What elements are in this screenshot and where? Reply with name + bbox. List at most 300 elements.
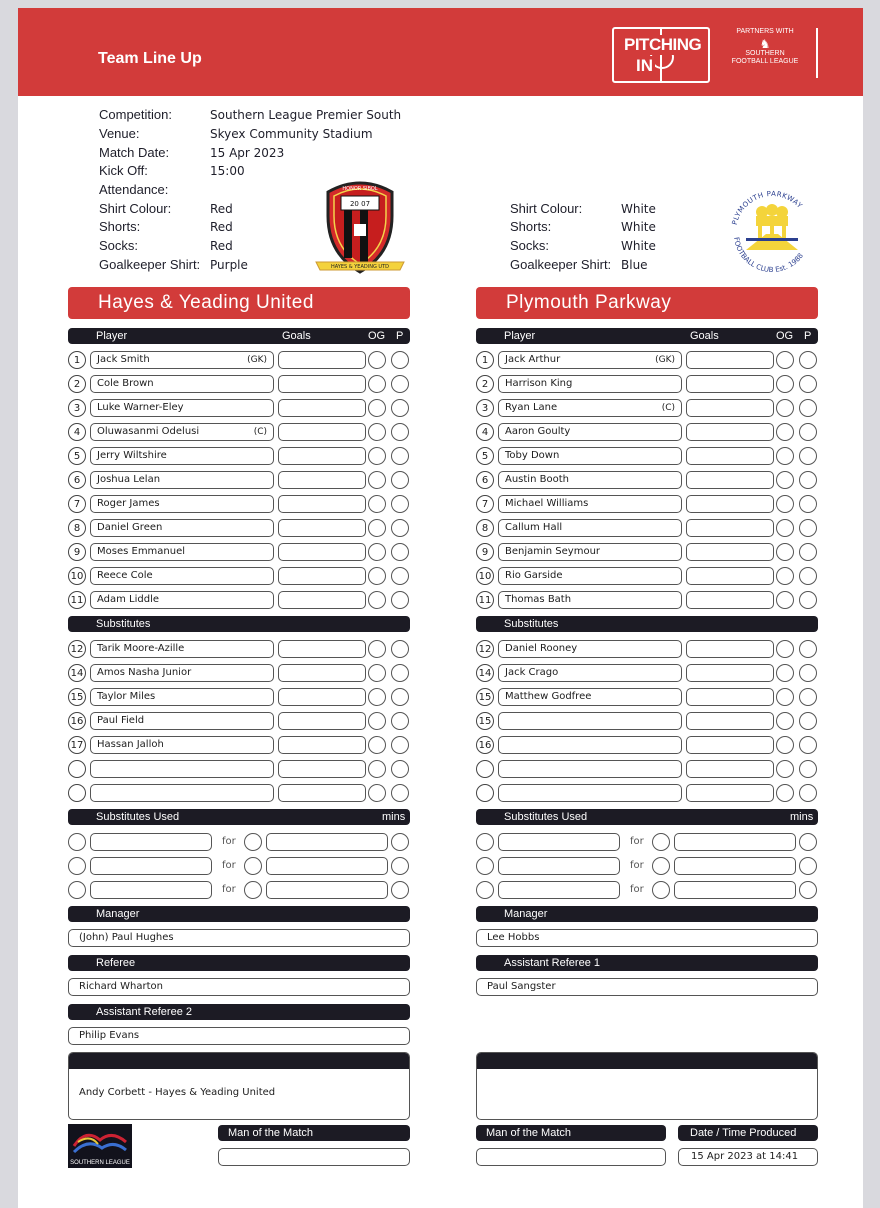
goals-field[interactable] <box>686 591 774 609</box>
home-subs-list <box>68 640 410 808</box>
date-label: Match Date: <box>99 145 170 160</box>
player-name-field[interactable] <box>90 664 274 682</box>
shirt-number: 15 <box>476 688 494 706</box>
for-label: for <box>630 884 644 895</box>
away-subs-used-list <box>476 833 818 905</box>
home-motm-field[interactable] <box>218 1148 410 1166</box>
venue-label: Venue: <box>99 126 140 141</box>
player-name-field[interactable] <box>498 640 682 658</box>
player-name-field[interactable] <box>498 519 682 537</box>
penalty-checkbox[interactable] <box>391 591 409 609</box>
player-name-field[interactable] <box>90 736 274 754</box>
penalty-checkbox[interactable] <box>391 543 409 561</box>
referee-label: Referee <box>96 957 136 969</box>
partners-logo <box>724 28 806 66</box>
sub-on-number[interactable] <box>244 857 262 875</box>
goals-field[interactable] <box>278 688 366 706</box>
assistant-referee-2-header <box>68 1004 410 1020</box>
sub-on-number[interactable] <box>652 857 670 875</box>
own-goal-checkbox[interactable] <box>776 543 794 561</box>
own-goal-checkbox[interactable] <box>776 688 794 706</box>
shirt-number: 1 <box>68 351 86 369</box>
own-goal-checkbox[interactable] <box>368 423 386 441</box>
player-name-field[interactable] <box>90 712 274 730</box>
player-name-field[interactable] <box>90 640 274 658</box>
partners-org-line2: FOOTBALL LEAGUE <box>731 58 799 65</box>
player-name-field[interactable] <box>90 375 274 393</box>
player-name: Jerry Wiltshire <box>97 450 167 461</box>
sub-on-name-field[interactable] <box>674 881 796 899</box>
away-shorts-label: Shorts: <box>510 219 552 234</box>
sub-off-name-field[interactable] <box>90 881 212 899</box>
goals-field[interactable] <box>278 519 366 537</box>
assistant-referee-2-field[interactable]: Philip Evans <box>68 1027 410 1045</box>
own-goal-checkbox[interactable] <box>368 351 386 369</box>
player-col-label: Player <box>96 330 128 342</box>
subs-label: Substitutes <box>504 618 559 630</box>
produced-header <box>678 1125 818 1141</box>
penalty-checkbox[interactable] <box>799 375 817 393</box>
penalty-checkbox[interactable] <box>391 447 409 465</box>
penalty-checkbox[interactable] <box>391 784 409 802</box>
away-manager-label: Manager <box>504 908 548 920</box>
goals-field[interactable] <box>278 567 366 585</box>
home-motm-label: Man of the Match <box>228 1127 313 1139</box>
referee-header <box>68 955 410 971</box>
penalty-checkbox[interactable] <box>391 399 409 417</box>
goals-field[interactable] <box>686 688 774 706</box>
shirt-number: 6 <box>68 471 86 489</box>
southern-league-text: SOUTHERN LEAGUE <box>70 1160 130 1166</box>
penalty-checkbox[interactable] <box>799 688 817 706</box>
home-player-header <box>68 328 410 344</box>
player-name: Tarik Moore-Azille <box>97 643 185 654</box>
sub-off-name-field[interactable] <box>90 857 212 875</box>
competition-label: Competition: <box>99 107 172 122</box>
own-goal-checkbox[interactable] <box>776 399 794 417</box>
sub-on-name-field[interactable] <box>266 881 388 899</box>
player-name: Aaron Goulty <box>505 426 571 437</box>
sub-minute[interactable] <box>391 833 409 851</box>
shirt-number: 8 <box>68 519 86 537</box>
own-goal-checkbox[interactable] <box>368 399 386 417</box>
sub-minute[interactable] <box>799 857 817 875</box>
assistant-referee-1-field[interactable]: Paul Sangster <box>476 978 818 996</box>
away-subs-list <box>476 640 818 808</box>
shirt-number: 4 <box>476 423 494 441</box>
own-goal-checkbox[interactable] <box>776 664 794 682</box>
penalty-checkbox[interactable] <box>799 591 817 609</box>
player-name: Moses Emmanuel <box>97 546 186 557</box>
own-goal-checkbox[interactable] <box>776 712 794 730</box>
sub-on-name-field[interactable] <box>266 833 388 851</box>
penalty-checkbox[interactable] <box>799 567 817 585</box>
player-name: Daniel Rooney <box>505 643 578 654</box>
player-name: Jack Smith <box>97 354 150 365</box>
goals-field[interactable] <box>278 447 366 465</box>
sub-off-name-field[interactable] <box>498 881 620 899</box>
player-name-field[interactable] <box>498 471 682 489</box>
player-name: Reece Cole <box>97 570 153 581</box>
own-goal-checkbox[interactable] <box>368 567 386 585</box>
penalty-checkbox[interactable] <box>799 471 817 489</box>
goals-field[interactable] <box>278 591 366 609</box>
home-socks-label: Socks: <box>99 238 139 253</box>
shirt-number: 11 <box>476 591 494 609</box>
goals-field[interactable] <box>278 664 366 682</box>
own-goal-checkbox[interactable] <box>368 640 386 658</box>
own-goal-checkbox[interactable] <box>368 591 386 609</box>
goals-field[interactable] <box>686 423 774 441</box>
penalty-checkbox[interactable] <box>799 447 817 465</box>
away-kit-info <box>510 201 710 281</box>
player-name-field[interactable] <box>498 784 682 802</box>
away-subs-header <box>476 616 818 632</box>
goals-field[interactable] <box>686 712 774 730</box>
sub-on-name-field[interactable] <box>674 833 796 851</box>
logo-line1: PITCHING <box>624 35 702 54</box>
player-name-field[interactable] <box>90 543 274 561</box>
sub-on-name-field[interactable] <box>674 857 796 875</box>
shirt-number: 15 <box>476 712 494 730</box>
home-notes-box[interactable] <box>68 1052 410 1120</box>
player-name: Thomas Bath <box>505 594 572 605</box>
own-goal-checkbox[interactable] <box>368 519 386 537</box>
player-name: Amos Nasha Junior <box>97 667 192 678</box>
goals-field[interactable] <box>686 471 774 489</box>
player-name: Luke Warner-Eley <box>97 402 184 413</box>
sub-minute[interactable] <box>391 857 409 875</box>
home-crest-ribbon: HAYES & YEADING UTD <box>331 264 389 270</box>
home-socks-value: Red <box>210 239 233 253</box>
penalty-checkbox[interactable] <box>799 640 817 658</box>
player-name-field[interactable] <box>498 375 682 393</box>
penalty-checkbox[interactable] <box>799 495 817 513</box>
penalty-checkbox[interactable] <box>799 784 817 802</box>
goals-field[interactable] <box>278 736 366 754</box>
penalty-checkbox[interactable] <box>391 736 409 754</box>
goals-field[interactable] <box>278 784 366 802</box>
away-subs-used-header <box>476 809 818 825</box>
player-name: Callum Hall <box>505 522 563 533</box>
goals-field[interactable] <box>686 640 774 658</box>
sub-off-number[interactable] <box>476 857 494 875</box>
away-gk-value: Blue <box>621 258 648 272</box>
goals-field[interactable] <box>278 495 366 513</box>
own-goal-checkbox[interactable] <box>776 351 794 369</box>
for-label: for <box>222 836 236 847</box>
away-motm-label: Man of the Match <box>486 1127 571 1139</box>
penalty-checkbox[interactable] <box>391 567 409 585</box>
sub-off-number[interactable] <box>476 833 494 851</box>
sub-minute[interactable] <box>799 881 817 899</box>
goals-field[interactable] <box>686 760 774 778</box>
own-goal-checkbox[interactable] <box>368 543 386 561</box>
shirt-number: 16 <box>68 712 86 730</box>
player-name-field[interactable] <box>498 760 682 778</box>
shirt-number: 1 <box>476 351 494 369</box>
player-col-label: Player <box>504 330 536 342</box>
away-motm-field[interactable] <box>476 1148 666 1166</box>
penalty-checkbox[interactable] <box>391 640 409 658</box>
player-name-field[interactable] <box>498 591 682 609</box>
penalty-checkbox[interactable] <box>391 471 409 489</box>
sub-off-name-field[interactable] <box>498 833 620 851</box>
player-name-field[interactable] <box>498 423 682 441</box>
player-name-field[interactable] <box>90 423 274 441</box>
penalty-checkbox[interactable] <box>391 519 409 537</box>
home-shorts-label: Shorts: <box>99 219 141 234</box>
penalty-checkbox[interactable] <box>391 712 409 730</box>
mins-label: mins <box>382 811 406 823</box>
goals-field[interactable] <box>686 664 774 682</box>
own-goal-checkbox[interactable] <box>368 375 386 393</box>
for-label: for <box>222 884 236 895</box>
player-name: Ryan Lane <box>505 402 558 413</box>
home-crest-motto: HONOR SIBOL <box>342 186 378 192</box>
penalty-checkbox[interactable] <box>799 712 817 730</box>
assistant-referee-1-label: Assistant Referee 1 <box>504 957 600 969</box>
player-name-field[interactable] <box>498 351 682 369</box>
header-bar <box>18 8 863 96</box>
home-gk-value: Purple <box>210 258 248 272</box>
penalty-checkbox[interactable] <box>391 375 409 393</box>
sub-off-number[interactable] <box>68 833 86 851</box>
og-col-label: OG <box>368 330 386 342</box>
goals-field[interactable] <box>686 447 774 465</box>
penalty-checkbox[interactable] <box>799 736 817 754</box>
shirt-number: 7 <box>476 495 494 513</box>
penalty-checkbox[interactable] <box>799 760 817 778</box>
home-team-banner: Hayes & Yeading United <box>68 287 410 319</box>
goals-field[interactable] <box>686 567 774 585</box>
player-name-field[interactable] <box>90 351 274 369</box>
penalty-checkbox[interactable] <box>391 688 409 706</box>
goals-field[interactable] <box>686 784 774 802</box>
referee-field[interactable]: Richard Wharton <box>68 978 410 996</box>
player-name: Jack Arthur <box>505 354 561 365</box>
player-name-field[interactable] <box>498 495 682 513</box>
penalty-checkbox[interactable] <box>799 399 817 417</box>
sub-on-number[interactable] <box>244 833 262 851</box>
goals-field[interactable] <box>278 471 366 489</box>
player-name-field[interactable] <box>90 567 274 585</box>
player-name: Oluwasanmi Odelusi <box>97 426 200 437</box>
subs-used-label: Substitutes Used <box>504 811 588 823</box>
shirt-number <box>476 760 494 778</box>
goals-field[interactable] <box>278 423 366 441</box>
home-manager-field[interactable]: (John) Paul Hughes <box>68 929 410 947</box>
player-name-field[interactable] <box>90 495 274 513</box>
goals-field[interactable] <box>686 495 774 513</box>
shirt-number: 8 <box>476 519 494 537</box>
away-notes-box[interactable] <box>476 1052 818 1120</box>
goals-field[interactable] <box>278 543 366 561</box>
own-goal-checkbox[interactable] <box>776 784 794 802</box>
player-name-field[interactable] <box>90 688 274 706</box>
goals-field[interactable] <box>686 375 774 393</box>
player-role-tag: (GK) <box>655 355 675 365</box>
player-name-field[interactable] <box>498 399 682 417</box>
own-goal-checkbox[interactable] <box>776 591 794 609</box>
shirt-number: 7 <box>68 495 86 513</box>
own-goal-checkbox[interactable] <box>368 471 386 489</box>
home-subs-header <box>68 616 410 632</box>
sub-on-number[interactable] <box>244 881 262 899</box>
partners-org-line1: SOUTHERN <box>745 50 785 57</box>
penalty-checkbox[interactable] <box>799 543 817 561</box>
own-goal-checkbox[interactable] <box>776 760 794 778</box>
penalty-checkbox[interactable] <box>391 760 409 778</box>
player-name: Adam Liddle <box>97 594 160 605</box>
penalty-checkbox[interactable] <box>799 519 817 537</box>
player-name-field[interactable] <box>90 760 274 778</box>
player-name: Michael Williams <box>505 498 589 509</box>
subs-used-label: Substitutes Used <box>96 811 180 823</box>
sub-off-number[interactable] <box>68 881 86 899</box>
mins-label: mins <box>790 811 814 823</box>
goals-field[interactable] <box>278 399 366 417</box>
player-role-tag: (GK) <box>247 355 267 365</box>
away-team-banner: Plymouth Parkway <box>476 287 818 319</box>
own-goal-checkbox[interactable] <box>368 688 386 706</box>
own-goal-checkbox[interactable] <box>368 664 386 682</box>
player-name-field[interactable] <box>498 712 682 730</box>
sub-off-name-field[interactable] <box>498 857 620 875</box>
shirt-number <box>68 760 86 778</box>
partners-label: PARTNERS WITH <box>736 28 794 35</box>
player-name-field[interactable] <box>90 447 274 465</box>
venue-value: Skyex Community Stadium <box>210 127 373 141</box>
own-goal-checkbox[interactable] <box>776 375 794 393</box>
player-name-field[interactable] <box>498 567 682 585</box>
home-crest <box>314 176 406 276</box>
own-goal-checkbox[interactable] <box>776 736 794 754</box>
own-goal-checkbox[interactable] <box>776 423 794 441</box>
shirt-number: 17 <box>68 736 86 754</box>
penalty-checkbox[interactable] <box>391 423 409 441</box>
home-subs-used-list <box>68 833 410 905</box>
goals-field[interactable] <box>686 399 774 417</box>
player-name: Rio Garside <box>505 570 563 581</box>
logo-line2: IN <box>636 56 653 75</box>
player-name: Paul Field <box>97 715 145 726</box>
home-motm-header <box>218 1125 410 1141</box>
goals-field[interactable] <box>686 351 774 369</box>
sub-minute[interactable] <box>391 881 409 899</box>
horse-icon: ♞ <box>759 37 771 51</box>
away-shirt-label: Shirt Colour: <box>510 201 583 216</box>
p-col-label: P <box>804 330 812 342</box>
own-goal-checkbox[interactable] <box>368 495 386 513</box>
player-name-field[interactable] <box>90 471 274 489</box>
penalty-checkbox[interactable] <box>391 351 409 369</box>
away-manager-field[interactable]: Lee Hobbs <box>476 929 818 947</box>
goals-field[interactable] <box>278 351 366 369</box>
own-goal-checkbox[interactable] <box>368 447 386 465</box>
subs-label: Substitutes <box>96 618 151 630</box>
player-name-field[interactable] <box>90 399 274 417</box>
goals-field[interactable] <box>278 712 366 730</box>
goals-field[interactable] <box>278 375 366 393</box>
player-name-field[interactable] <box>498 688 682 706</box>
p-col-label: P <box>396 330 404 342</box>
home-shorts-value: Red <box>210 220 233 234</box>
own-goal-checkbox[interactable] <box>776 567 794 585</box>
away-player-header <box>476 328 818 344</box>
own-goal-checkbox[interactable] <box>368 760 386 778</box>
own-goal-checkbox[interactable] <box>776 471 794 489</box>
goals-field[interactable] <box>686 543 774 561</box>
own-goal-checkbox[interactable] <box>776 519 794 537</box>
sub-on-name-field[interactable] <box>266 857 388 875</box>
penalty-checkbox[interactable] <box>799 351 817 369</box>
sub-off-number[interactable] <box>68 857 86 875</box>
own-goal-checkbox[interactable] <box>776 640 794 658</box>
player-name-field[interactable] <box>498 736 682 754</box>
player-name-field[interactable] <box>498 664 682 682</box>
player-name-field[interactable] <box>90 519 274 537</box>
player-name: Harrison King <box>505 378 573 389</box>
kickoff-label: Kick Off: <box>99 163 148 178</box>
shirt-number: 11 <box>68 591 86 609</box>
player-name-field[interactable] <box>90 784 274 802</box>
player-name: Matthew Godfree <box>505 691 592 702</box>
penalty-checkbox[interactable] <box>799 423 817 441</box>
sub-on-number[interactable] <box>652 881 670 899</box>
player-name: Roger James <box>97 498 160 509</box>
shirt-number: 16 <box>476 736 494 754</box>
away-crest <box>724 184 820 280</box>
player-name-field[interactable] <box>498 543 682 561</box>
home-manager-header <box>68 906 410 922</box>
player-name-field[interactable] <box>90 591 274 609</box>
shirt-number: 10 <box>476 567 494 585</box>
shirt-number: 15 <box>68 688 86 706</box>
home-crest-year: 20 07 <box>349 200 371 208</box>
og-col-label: OG <box>776 330 794 342</box>
penalty-checkbox[interactable] <box>391 664 409 682</box>
kickoff-value: 15:00 <box>210 164 245 178</box>
penalty-checkbox[interactable] <box>799 664 817 682</box>
goals-field[interactable] <box>278 640 366 658</box>
player-name-field[interactable] <box>498 447 682 465</box>
away-manager-header <box>476 906 818 922</box>
penalty-checkbox[interactable] <box>391 495 409 513</box>
goals-field[interactable] <box>686 519 774 537</box>
sub-off-number[interactable] <box>476 881 494 899</box>
own-goal-checkbox[interactable] <box>368 712 386 730</box>
sub-off-name-field[interactable] <box>90 833 212 851</box>
own-goal-checkbox[interactable] <box>368 736 386 754</box>
sub-minute[interactable] <box>799 833 817 851</box>
player-name: Benjamin Seymour <box>505 546 601 557</box>
shirt-number: 5 <box>476 447 494 465</box>
own-goal-checkbox[interactable] <box>776 447 794 465</box>
own-goal-checkbox[interactable] <box>368 784 386 802</box>
for-label: for <box>222 860 236 871</box>
player-name: Daniel Green <box>97 522 163 533</box>
away-crest-ring-bottom: FOOTBALL CLUB Est. 1988 <box>732 236 805 275</box>
own-goal-checkbox[interactable] <box>776 495 794 513</box>
for-label: for <box>630 860 644 871</box>
sub-on-number[interactable] <box>652 833 670 851</box>
goals-field[interactable] <box>686 736 774 754</box>
goals-field[interactable] <box>278 760 366 778</box>
shirt-number <box>476 784 494 802</box>
home-shirt-label: Shirt Colour: <box>99 201 172 216</box>
player-name: Toby Down <box>505 450 560 461</box>
